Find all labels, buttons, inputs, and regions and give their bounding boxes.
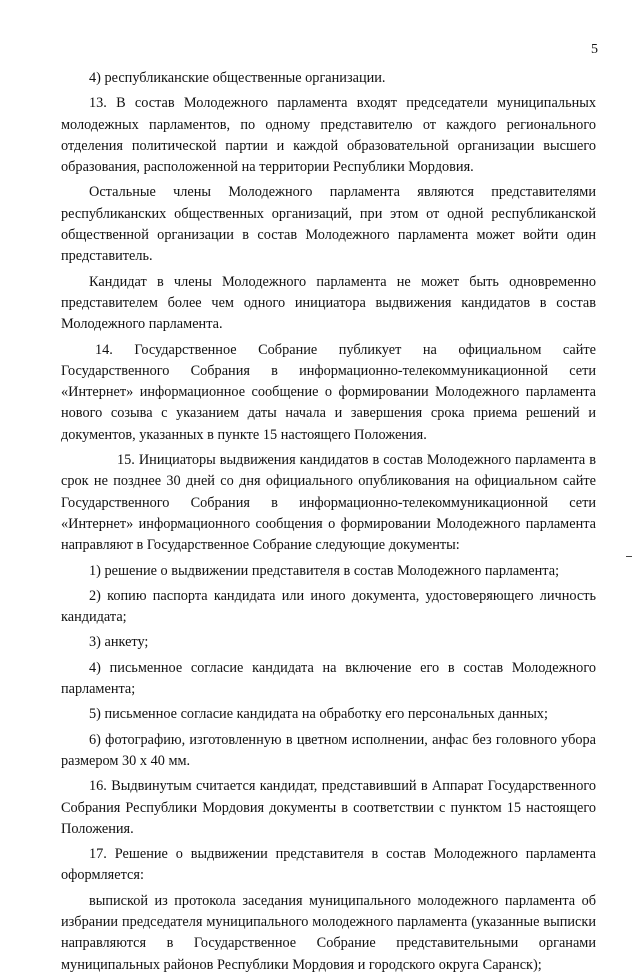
list-item-questionnaire: 3) анкету; xyxy=(89,634,149,651)
list-item-decision: 1) решение о выдвижении представителя в состав Молодежного парламента; xyxy=(89,562,560,579)
paragraph-other-members: Остальные члены Молодежного парламента являются представителями республиканских общественных организаций, при этом от одной республиканской общественной организации в состав Молодежного парламента может войти один представитель. xyxy=(61,184,596,265)
paragraph-13: 13. В состав Молодежного парламента входят председатели муниципальных молодежных парламентов, по одному представителю от каждого регионального отделения политической партии и каждой образовательной организации высшего образования, расположенной на территории Республики Мордовия. xyxy=(61,95,596,176)
list-item-photo: 6) фотографию, изготовленную в цветном исполнении, анфас без головного убора размером 30 х 40 мм. xyxy=(61,731,596,769)
paragraph-15: 15. Инициаторы выдвижения кандидатов в состав Молодежного парламента в срок не позднее 30 дней со дня официального опубликования на официальном сайте Государственного Собрания в информационно-телекоммуникационной сети «Интернет» информационного сообщения о формировании Молодежного парламента направляют в Государственное Собрание следующие документы: xyxy=(61,452,596,554)
paragraph-16: 16. Выдвинутым считается кандидат, представивший в Аппарат Государственного Собрания Республики Мордовия документы в соответствии с пунктом 15 настоящего Положения. xyxy=(61,778,596,837)
paragraph-candidate-restriction: Кандидат в члены Молодежного парламента не может быть одновременно представителем более чем одного инициатора выдвижения кандидатов в состав Молодежного парламента. xyxy=(61,273,596,333)
list-item-inclusion-consent: 4) письменное согласие кандидата на включение его в состав Молодежного парламента; xyxy=(61,659,596,698)
paragraph-protocol-extract: выпиской из протокола заседания муниципального молодежного парламента об избрании председателя муниципального молодежного парламента (указанные выписки направляются в Государственное Собрание представительными органами муниципальных районов Республики Мордовия и городского округа Саранск); xyxy=(61,892,596,973)
list-item-data-consent: 5) письменное согласие кандидата на обработку его персональных данных; xyxy=(89,706,548,723)
paragraph-17: 17. Решение о выдвижении представителя в состав Молодежного парламента оформляется: xyxy=(61,846,596,884)
page-number: 5 xyxy=(591,42,598,57)
paragraph-14: 14. Государственное Собрание публикует на официальном сайте Государственного Собрания в информационно-телекоммуникационной сети «Интернет» информационное сообщение о формировании Молодежного парламента нового созыва с указанием даты начала и завершения срока приема решений и документов, указанных в пункте 15 настоящего Положения. xyxy=(61,341,596,443)
scan-edge-mark xyxy=(626,556,632,557)
document-body xyxy=(61,68,596,976)
list-item-passport-copy: 2) копию паспорта кандидата или иного документа, удостоверяющего личность кандидата; xyxy=(61,587,596,626)
list-item-public-organizations: 4) республиканские общественные организации. xyxy=(89,70,386,86)
